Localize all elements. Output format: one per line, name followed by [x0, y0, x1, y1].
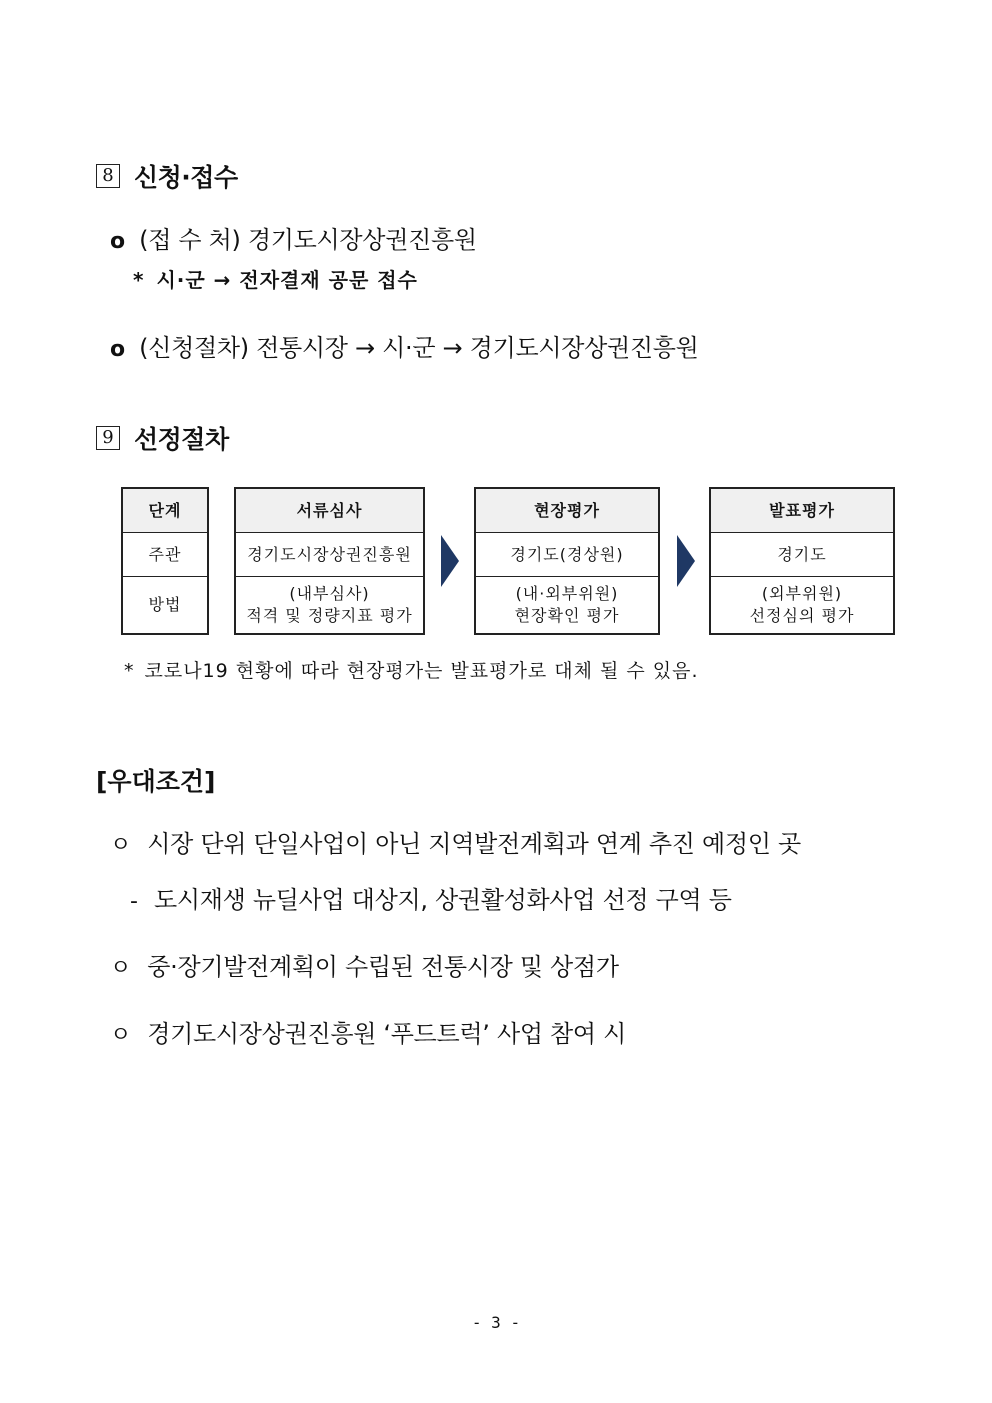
step-method-line2: 선정심의 평가: [749, 606, 855, 625]
list-item: [110, 220, 477, 255]
section-9-heading: [96, 420, 229, 456]
bullet-marker: ㅇ: [110, 1023, 132, 1048]
note-text: 코로나19 현황에 따라 현장평가는 발표평가로 대체 될 수 있음.: [144, 660, 699, 682]
step-method-line1: (외부위원): [761, 584, 843, 603]
list-item-text: 도시재생 뉴딜사업 대상지, 상권활성화사업 선정 구역 등: [153, 886, 732, 914]
row-label-host: 주관: [123, 533, 207, 577]
step-method-line2: 적격 및 정량지표 평가: [246, 606, 413, 625]
sub-list-item: [130, 880, 732, 915]
preference-title: [우대조건]: [96, 767, 216, 796]
note-line: [124, 656, 699, 683]
step-method-line1: (내·외부위원): [515, 584, 619, 603]
bullet-marker: o: [110, 229, 126, 254]
step-method: [711, 577, 893, 633]
section-title: 선정절차: [134, 425, 229, 454]
list-item-text: (접 수 처) 경기도시장상권진흥원: [139, 226, 477, 254]
bullet-marker: ㅇ: [110, 833, 132, 858]
step-method-line1: (내부심사): [289, 584, 370, 603]
list-item: [110, 824, 801, 859]
list-item-text: (신청절차) 전통시장 → 시·군 → 경기도시장상권진흥원: [139, 334, 699, 362]
step-box-presentation-evaluation: [709, 487, 895, 635]
list-item-text: 시장 단위 단일사업이 아닌 지역발전계획과 연계 추진 예정인 곳: [147, 830, 801, 858]
section-title: 신청·접수: [134, 163, 238, 192]
section-8-heading: [96, 158, 238, 194]
chevron-right-icon: [441, 535, 459, 587]
list-item: [110, 328, 699, 363]
list-item-text: 중·장기발전계획이 수립된 전통시장 및 상점가: [147, 953, 619, 981]
step-box-document-review: [234, 487, 425, 635]
note-text: 시·군 → 전자결재 공문 접수: [156, 268, 418, 292]
list-item: [110, 947, 619, 982]
step-host: 경기도: [711, 533, 893, 577]
step-title: 발표평가: [711, 489, 893, 533]
chevron-right-icon: [677, 535, 695, 587]
step-title: 서류심사: [236, 489, 423, 533]
section-number-box: 9: [96, 426, 120, 450]
row-label-method: 방법: [148, 595, 182, 614]
section-number-box: 8: [96, 164, 120, 188]
page-number: - 3 -: [471, 1313, 521, 1332]
row-label-column: [121, 487, 209, 635]
row-label-stage: 단계: [123, 489, 207, 533]
step-method: [236, 577, 423, 633]
note-line: [133, 264, 418, 293]
step-title: 현장평가: [476, 489, 658, 533]
bullet-marker: ㅇ: [110, 956, 132, 981]
note-marker: *: [133, 268, 145, 292]
step-method-line2: 현장확인 평가: [514, 606, 620, 625]
bullet-marker: o: [110, 337, 126, 362]
step-box-site-evaluation: [474, 487, 660, 635]
list-item: [110, 1014, 626, 1049]
step-host: 경기도시장상권진흥원: [236, 533, 423, 577]
step-method: [476, 577, 658, 633]
dash-marker: -: [130, 889, 138, 914]
list-item-text: 경기도시장상권진흥원 ‘푸드트럭’ 사업 참여 시: [147, 1020, 627, 1048]
note-marker: *: [124, 660, 135, 682]
step-host: 경기도(경상원): [476, 533, 658, 577]
